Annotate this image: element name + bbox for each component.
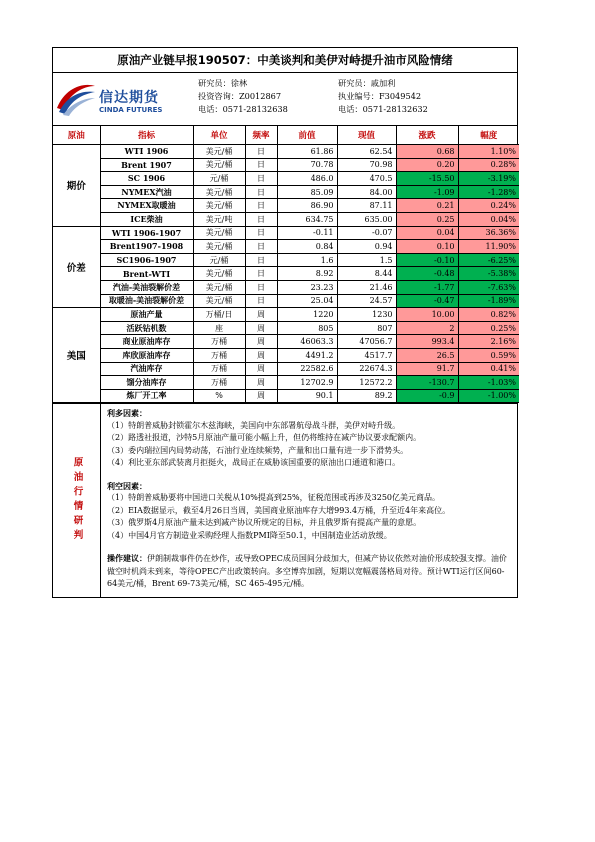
- change-percent-cell: -1.28%: [458, 185, 519, 199]
- frequency-cell: 周: [245, 348, 277, 362]
- bearish-title: 利空因素：: [107, 480, 147, 491]
- table-row: [53, 376, 519, 390]
- analyst-info-right: [338, 77, 428, 116]
- change-cell: 993.4: [396, 335, 458, 349]
- frequency-cell: 日: [245, 185, 277, 199]
- previous-value-cell: 12702.9: [277, 376, 337, 390]
- current-value-cell: 0.94: [337, 240, 396, 254]
- current-value-cell: -0.07: [337, 226, 396, 240]
- unit-cell: 元/桶: [193, 253, 245, 267]
- table-row: [53, 158, 519, 172]
- indicator-cell: 炼厂开工率: [100, 389, 193, 403]
- change-cell: 26.5: [396, 348, 458, 362]
- bullish-item: （4）利比亚东部武装离月拒挺火，战局正在威胁该国重要的原油出口通道和港口。: [107, 458, 401, 468]
- change-cell: -15.50: [396, 172, 458, 186]
- current-value-cell: 635.00: [337, 212, 396, 226]
- report-sheet: [52, 47, 518, 598]
- indicator-cell: 取暖油-美油裂解价差: [100, 294, 193, 308]
- category-cell: 美国: [53, 308, 100, 403]
- current-value-cell: 21.46: [337, 280, 396, 294]
- column-header: 幅度: [458, 126, 519, 145]
- unit-cell: 万桶: [193, 335, 245, 349]
- frequency-cell: 日: [245, 240, 277, 254]
- frequency-cell: 周: [245, 362, 277, 376]
- research-label-text: 原油行情研判: [71, 457, 83, 545]
- unit-cell: 万桶: [193, 348, 245, 362]
- previous-value-cell: 22582.6: [277, 362, 337, 376]
- logo-text-cn: 信达期货: [99, 90, 159, 106]
- table-row: [53, 389, 519, 403]
- analyst-phone: 电话：0571-28132638: [198, 104, 288, 114]
- bullish-item: （3）委内瑞拉国内局势动荡，石油行业连续频势，产量和出口量有进一步下滑势头。: [107, 445, 409, 455]
- frequency-cell: 日: [245, 226, 277, 240]
- frequency-cell: 周: [245, 335, 277, 349]
- operation-advice: [107, 552, 511, 591]
- change-cell: -0.48: [396, 267, 458, 281]
- previous-value-cell: 70.78: [277, 158, 337, 172]
- table-row: [53, 348, 519, 362]
- previous-value-cell: 86.90: [277, 199, 337, 213]
- change-percent-cell: 0.82%: [458, 308, 519, 322]
- previous-value-cell: 8.92: [277, 267, 337, 281]
- indicator-cell: Brent-WTI: [100, 267, 193, 281]
- frequency-cell: 周: [245, 376, 277, 390]
- unit-cell: 美元/桶: [193, 158, 245, 172]
- current-value-cell: 470.5: [337, 172, 396, 186]
- frequency-cell: 日: [245, 172, 277, 186]
- report-frame: [52, 47, 518, 598]
- table-row: [53, 280, 519, 294]
- previous-value-cell: 85.09: [277, 185, 337, 199]
- analyst-name: 研究员：徐林: [198, 78, 248, 88]
- indicator-cell: WTI 1906: [100, 145, 193, 159]
- table-row: [53, 226, 519, 240]
- frequency-cell: 日: [245, 212, 277, 226]
- table-row: [53, 294, 519, 308]
- unit-cell: 万桶: [193, 376, 245, 390]
- research-label: [53, 404, 101, 597]
- indicator-cell: 活跃钻机数: [100, 321, 193, 335]
- frequency-cell: 日: [245, 199, 277, 213]
- change-cell: 2: [396, 321, 458, 335]
- column-header: 涨跌: [396, 126, 458, 145]
- unit-cell: 美元/桶: [193, 267, 245, 281]
- column-header: 频率: [245, 126, 277, 145]
- indicator-cell: SC1906-1907: [100, 253, 193, 267]
- change-cell: 0.25: [396, 212, 458, 226]
- unit-cell: 万桶/日: [193, 308, 245, 322]
- indicator-cell: WTI 1906-1907: [100, 226, 193, 240]
- frequency-cell: 日: [245, 145, 277, 159]
- previous-value-cell: 23.23: [277, 280, 337, 294]
- table-row: [53, 308, 519, 322]
- column-header: 原油: [53, 126, 100, 145]
- previous-value-cell: 46063.3: [277, 335, 337, 349]
- bullish-title: 利多因素：: [107, 408, 147, 419]
- logo-text-en: CINDA FUTURES: [99, 106, 163, 114]
- indicator-cell: Brent1907-1908: [100, 240, 193, 254]
- frequency-cell: 周: [245, 308, 277, 322]
- table-row: [53, 145, 519, 159]
- column-header: 前值: [277, 126, 337, 145]
- previous-value-cell: 486.0: [277, 172, 337, 186]
- unit-cell: 美元/桶: [193, 145, 245, 159]
- previous-value-cell: -0.11: [277, 226, 337, 240]
- change-percent-cell: -7.63%: [458, 280, 519, 294]
- current-value-cell: 24.57: [337, 294, 396, 308]
- research-body: [101, 404, 517, 597]
- indicator-cell: ICE柴油: [100, 212, 193, 226]
- unit-cell: 元/桶: [193, 172, 245, 186]
- company-logo: [55, 78, 173, 120]
- change-percent-cell: 0.28%: [458, 158, 519, 172]
- analyst-license: 投资咨询：Z0012867: [198, 91, 282, 101]
- table-row: [53, 362, 519, 376]
- previous-value-cell: 1220: [277, 308, 337, 322]
- change-percent-cell: 2.16%: [458, 335, 519, 349]
- previous-value-cell: 4491.2: [277, 348, 337, 362]
- current-value-cell: 8.44: [337, 267, 396, 281]
- change-percent-cell: -1.03%: [458, 376, 519, 390]
- table-row: [53, 253, 519, 267]
- previous-value-cell: 61.86: [277, 145, 337, 159]
- previous-value-cell: 805: [277, 321, 337, 335]
- advice-text: 伊朗制裁事件仍在炒作，或导致OPEC成员国间分歧加大，但减产协议依然对油价形成较强支撑。油价做空时机尚未到来，等待OPEC产出政策转向。多空博弈加剧，短期以宽幅震荡格局对待。预计WTI运行区间60-64美元/桶，Brent 69-73美元/桶，SC 465-495元/桶。: [107, 554, 507, 589]
- change-percent-cell: -3.19%: [458, 172, 519, 186]
- unit-cell: 座: [193, 321, 245, 335]
- change-percent-cell: -5.38%: [458, 267, 519, 281]
- current-value-cell: 84.00: [337, 185, 396, 199]
- bullish-item: （2）路透社报道，沙特5月原油产量可能小幅上升，但仍将维持在减产协议要求配额内。: [107, 433, 422, 443]
- change-percent-cell: 36.36%: [458, 226, 519, 240]
- frequency-cell: 周: [245, 389, 277, 403]
- indicator-cell: NYMEX汽油: [100, 185, 193, 199]
- category-cell: 期价: [53, 145, 100, 227]
- indicator-cell: 汽油-美油裂解价差: [100, 280, 193, 294]
- change-percent-cell: -1.89%: [458, 294, 519, 308]
- current-value-cell: 807: [337, 321, 396, 335]
- category-cell: 价差: [53, 226, 100, 308]
- research-section: [53, 403, 517, 597]
- change-cell: 0.04: [396, 226, 458, 240]
- change-percent-cell: 0.24%: [458, 199, 519, 213]
- change-cell: -0.47: [396, 294, 458, 308]
- table-row: [53, 212, 519, 226]
- current-value-cell: 22674.3: [337, 362, 396, 376]
- table-row: [53, 240, 519, 254]
- change-cell: 10.00: [396, 308, 458, 322]
- market-data-table: [53, 126, 519, 403]
- unit-cell: 美元/桶: [193, 280, 245, 294]
- indicator-cell: 库欣原油库存: [100, 348, 193, 362]
- cinda-swoosh-icon: [55, 78, 97, 118]
- unit-cell: 美元/桶: [193, 226, 245, 240]
- table-header-row: [53, 126, 519, 145]
- change-cell: -1.09: [396, 185, 458, 199]
- change-percent-cell: 11.90%: [458, 240, 519, 254]
- change-percent-cell: 0.25%: [458, 321, 519, 335]
- analyst-info-left: [198, 77, 288, 116]
- current-value-cell: 1230: [337, 308, 396, 322]
- previous-value-cell: 0.84: [277, 240, 337, 254]
- change-cell: 0.68: [396, 145, 458, 159]
- current-value-cell: 12572.2: [337, 376, 396, 390]
- frequency-cell: 日: [245, 267, 277, 281]
- unit-cell: 美元/桶: [193, 199, 245, 213]
- current-value-cell: 1.5: [337, 253, 396, 267]
- frequency-cell: 日: [245, 280, 277, 294]
- table-row: [53, 267, 519, 281]
- previous-value-cell: 25.04: [277, 294, 337, 308]
- report-header: [53, 73, 517, 126]
- unit-cell: %: [193, 389, 245, 403]
- current-value-cell: 62.54: [337, 145, 396, 159]
- bearish-item: （1）特朗普威胁要将中国进口关税从10%提高到25%，征税范围或再涉及3250亿美元商品。: [107, 493, 441, 503]
- previous-value-cell: 90.1: [277, 389, 337, 403]
- indicator-cell: SC 1906: [100, 172, 193, 186]
- bearish-item: （2）EIA数据显示，截至4月26日当周，美国商业原油库存大增993.4万桶，升至近4年来高位。: [107, 505, 451, 515]
- frequency-cell: 日: [245, 158, 277, 172]
- change-percent-cell: -6.25%: [458, 253, 519, 267]
- column-header: 单位: [193, 126, 245, 145]
- change-cell: 91.7: [396, 362, 458, 376]
- unit-cell: 美元/桶: [193, 294, 245, 308]
- previous-value-cell: 634.75: [277, 212, 337, 226]
- change-cell: -130.7: [396, 376, 458, 390]
- frequency-cell: 日: [245, 253, 277, 267]
- report-title: 原油产业链早报190507：中美谈判和美伊对峙提升油市风险情绪: [53, 48, 517, 73]
- bearish-item: （4）中国4月官方制造业采购经理人指数PMI降至50.1，中国制造业活动放缓。: [107, 530, 392, 540]
- frequency-cell: 日: [245, 294, 277, 308]
- analyst-name: 研究员：戚加利: [338, 78, 396, 88]
- current-value-cell: 4517.7: [337, 348, 396, 362]
- change-percent-cell: 0.59%: [458, 348, 519, 362]
- change-percent-cell: 0.41%: [458, 362, 519, 376]
- change-cell: 0.21: [396, 199, 458, 213]
- table-row: [53, 185, 519, 199]
- change-percent-cell: 0.04%: [458, 212, 519, 226]
- frequency-cell: 周: [245, 321, 277, 335]
- advice-label: 操作建议：: [107, 553, 147, 564]
- analyst-phone: 电话：0571-28132632: [338, 104, 428, 114]
- unit-cell: 美元/吨: [193, 212, 245, 226]
- bearish-item: （3）俄罗斯4月原油产量未达到减产协议所规定的目标，并且俄罗斯有提高产量的意愿。: [107, 518, 422, 528]
- indicator-cell: 原油产量: [100, 308, 193, 322]
- table-row: [53, 172, 519, 186]
- change-cell: -1.77: [396, 280, 458, 294]
- analyst-license: 执业编号：F3049542: [338, 91, 422, 101]
- table-row: [53, 335, 519, 349]
- table-row: [53, 321, 519, 335]
- change-cell: -0.10: [396, 253, 458, 267]
- table-row: [53, 199, 519, 213]
- bullish-item: （1）特朗普威胁封锁霍尔木兹海峡，美国向中东部署航母战斗群，美伊对峙升级。: [107, 420, 401, 430]
- unit-cell: 万桶: [193, 362, 245, 376]
- column-header: 指标: [100, 126, 193, 145]
- unit-cell: 美元/桶: [193, 240, 245, 254]
- indicator-cell: 汽油库存: [100, 362, 193, 376]
- indicator-cell: NYMEX取暖油: [100, 199, 193, 213]
- change-cell: 0.20: [396, 158, 458, 172]
- column-header: 现值: [337, 126, 396, 145]
- unit-cell: 美元/桶: [193, 185, 245, 199]
- change-cell: -0.9: [396, 389, 458, 403]
- indicator-cell: 馏分油库存: [100, 376, 193, 390]
- change-cell: 0.10: [396, 240, 458, 254]
- indicator-cell: Brent 1907: [100, 158, 193, 172]
- current-value-cell: 47056.7: [337, 335, 396, 349]
- current-value-cell: 70.98: [337, 158, 396, 172]
- current-value-cell: 89.2: [337, 389, 396, 403]
- change-percent-cell: -1.00%: [458, 389, 519, 403]
- current-value-cell: 87.11: [337, 199, 396, 213]
- previous-value-cell: 1.6: [277, 253, 337, 267]
- indicator-cell: 商业原油库存: [100, 335, 193, 349]
- change-percent-cell: 1.10%: [458, 145, 519, 159]
